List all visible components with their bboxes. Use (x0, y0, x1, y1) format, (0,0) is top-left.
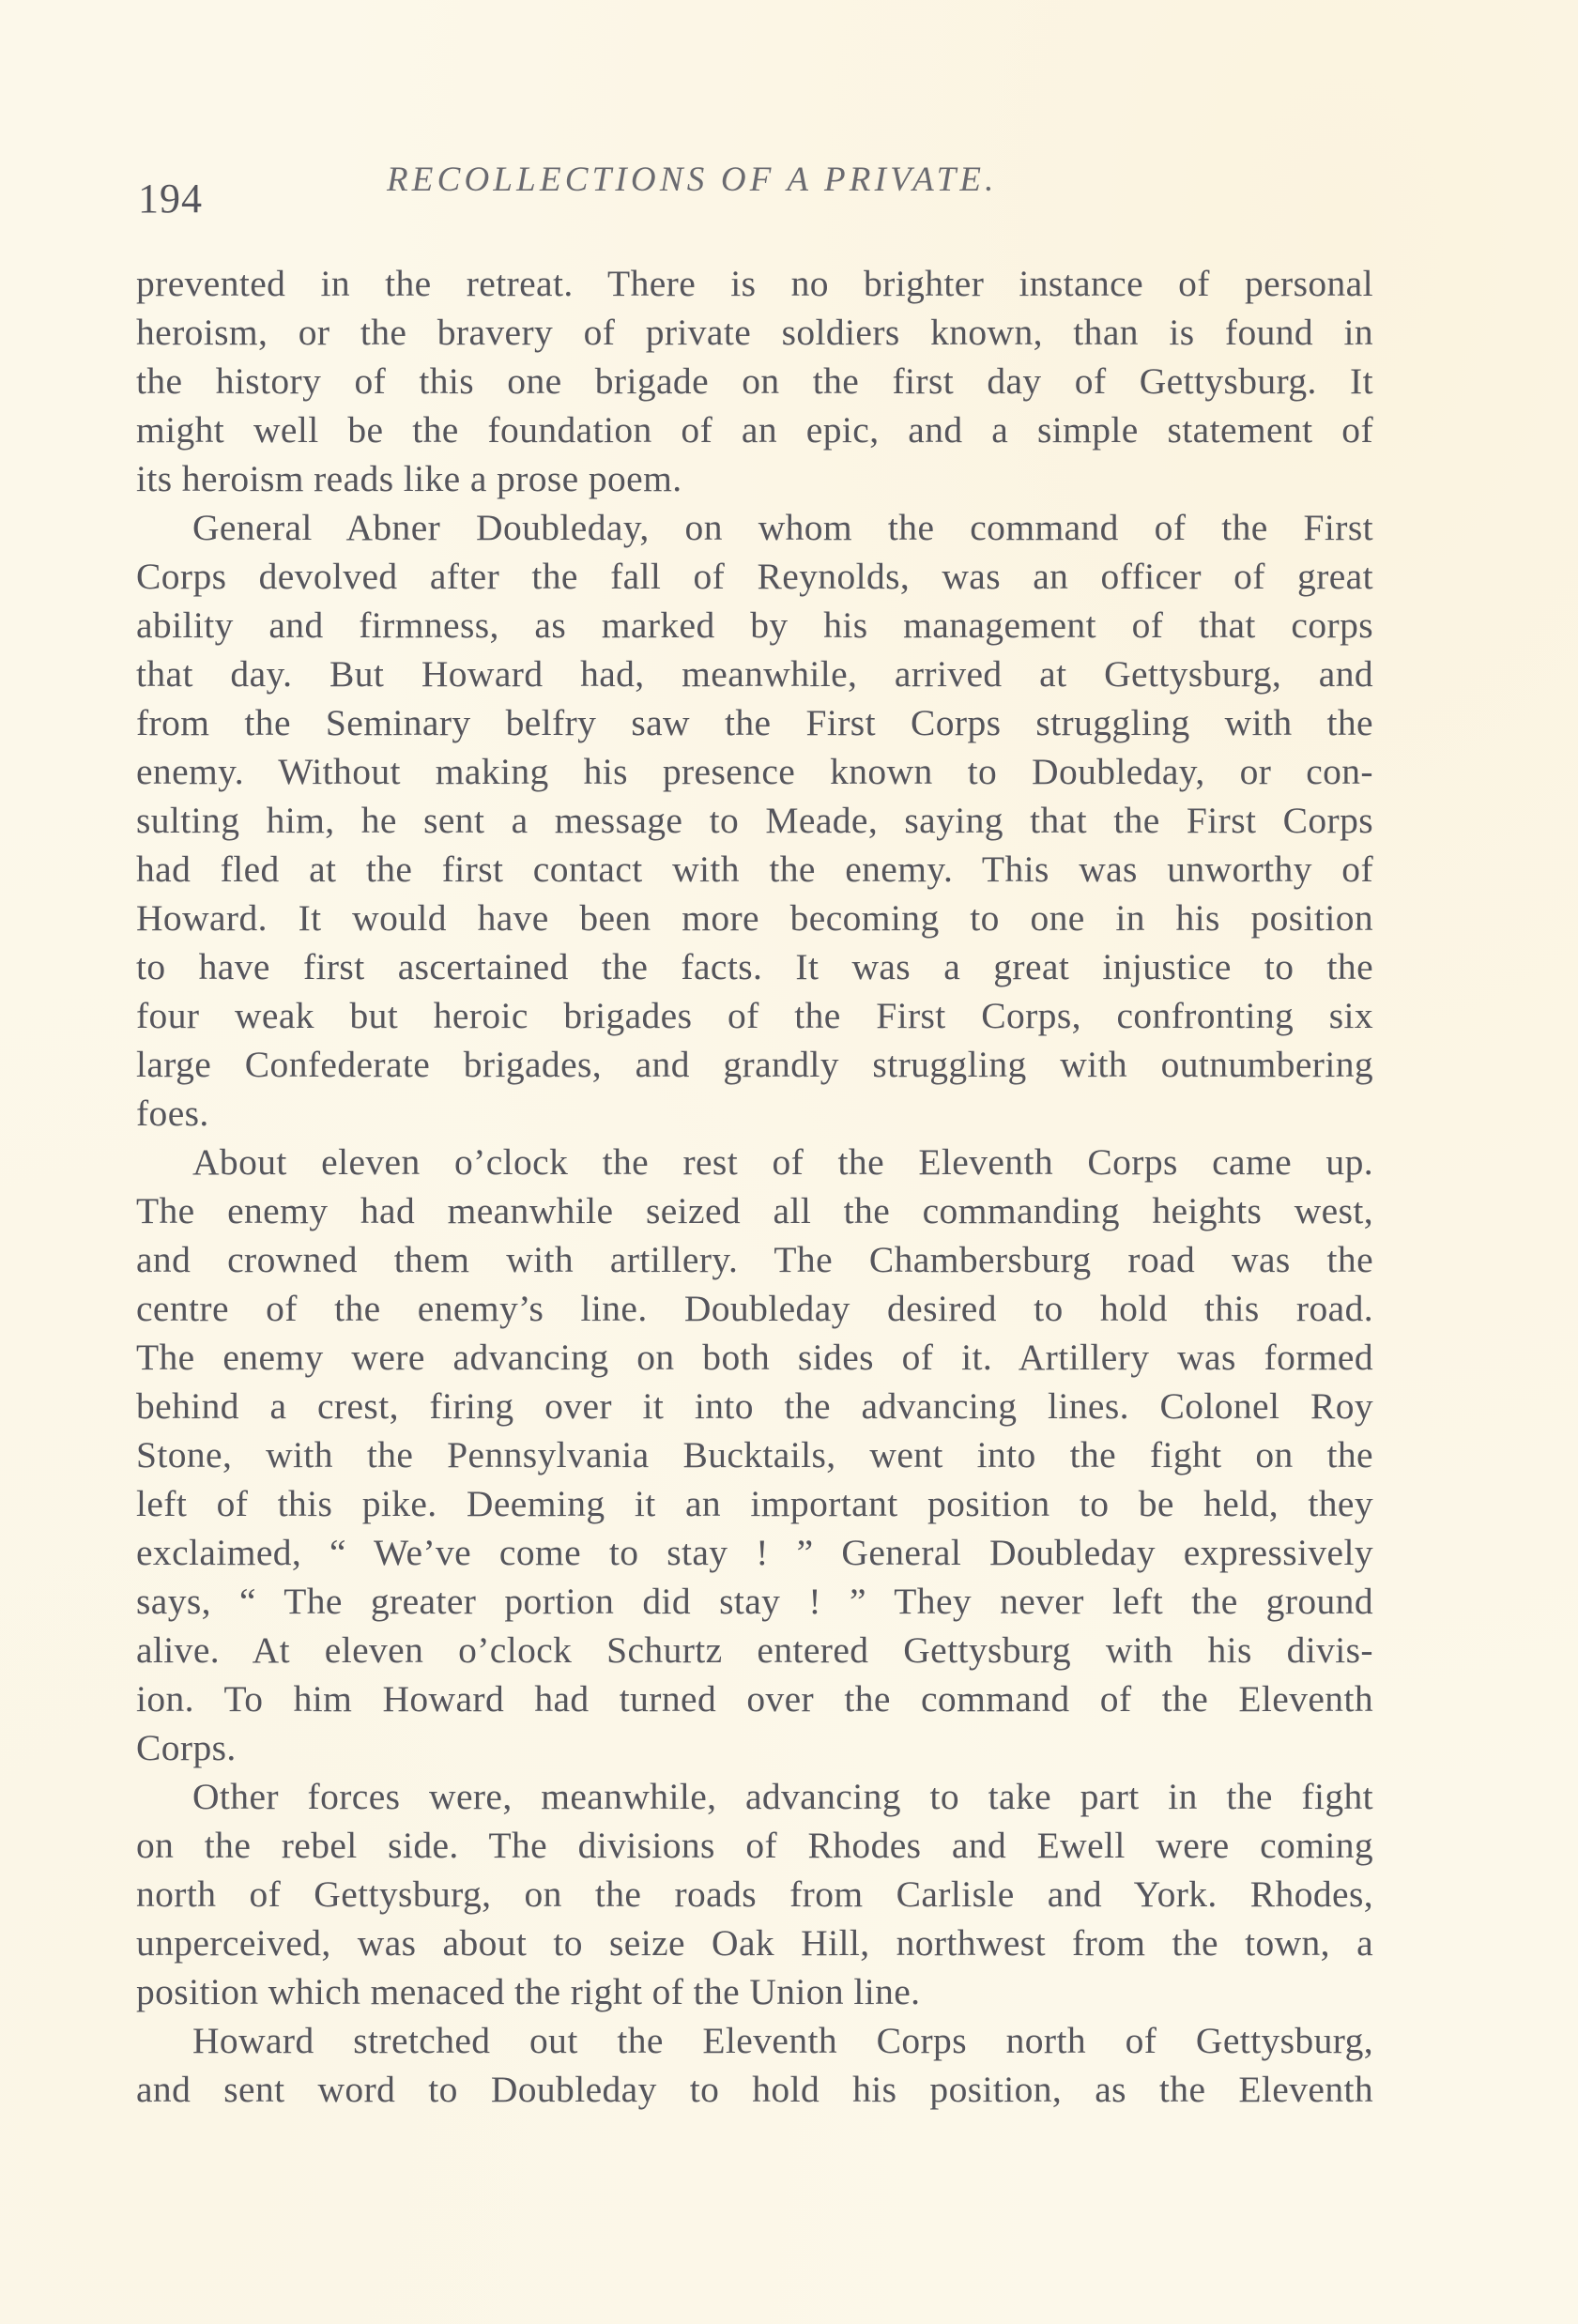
text-line: prevented in the retreat. There is no brighter instance of personal (136, 263, 1373, 304)
page-number: 194 (138, 176, 203, 222)
text-line: its heroism reads like a prose poem. (136, 458, 682, 499)
text-line: enemy. Without making his presence known to Doubleday, or con- (136, 751, 1373, 792)
text-line: had fled at the first contact with the enemy. This was unworthy of (136, 849, 1373, 890)
text-line: exclaimed, “ We’ve come to stay ! ” General Doubleday expressively (136, 1532, 1373, 1573)
text-line: foes. (136, 1093, 209, 1134)
paragraph-first-line: General Abner Doubleday, on whom the command of the First (192, 507, 1373, 548)
text-line: sulting him, he sent a message to Meade, saying that the First Corps (136, 800, 1373, 841)
paragraph-first-line: About eleven o’clock the rest of the Eleventh Corps came up. (192, 1141, 1373, 1183)
text-line: on the rebel side. The divisions of Rhodes and Ewell were coming (136, 1825, 1373, 1866)
text-line: that day. But Howard had, meanwhile, arrived at Gettysburg, and (136, 653, 1373, 695)
text-line: north of Gettysburg, on the roads from Carlisle and York. Rhodes, (136, 1873, 1373, 1915)
text-line: Corps devolved after the fall of Reynolds, was an officer of great (136, 556, 1373, 597)
running-head: RECOLLECTIONS OF A PRIVATE. (387, 161, 998, 199)
text-line: might well be the foundation of an epic, and a simple statement of (136, 409, 1373, 451)
text-line: ion. To him Howard had turned over the command of the Eleventh (136, 1678, 1373, 1720)
text-line: four weak but heroic brigades of the First Corps, confronting six (136, 995, 1373, 1036)
text-line: Corps. (136, 1727, 237, 1768)
text-line: large Confederate brigades, and grandly struggling with outnumbering (136, 1044, 1373, 1085)
body-text (136, 259, 1373, 2114)
text-line: and crowned them with artillery. The Chambersburg road was the (136, 1239, 1373, 1280)
text-line: The enemy were advancing on both sides of it. Artillery was formed (136, 1337, 1373, 1378)
text-line: and sent word to Doubleday to hold his position, as the Eleventh (136, 2069, 1373, 2110)
text-line: to have first ascertained the facts. It was a great injustice to the (136, 946, 1373, 987)
paragraph-first-line: Howard stretched out the Eleventh Corps north of Gettysburg, (192, 2020, 1373, 2061)
text-line: from the Seminary belfry saw the First Corps struggling with the (136, 702, 1373, 743)
text-line: the history of this one brigade on the first day of Gettysburg. It (136, 360, 1373, 402)
text-line: Howard. It would have been more becoming to one in his position (136, 897, 1373, 939)
text-line: unperceived, was about to seize Oak Hill, northwest from the town, a (136, 1922, 1373, 1964)
text-line: heroism, or the bravery of private soldiers known, than is found in (136, 312, 1373, 353)
text-line: The enemy had meanwhile seized all the commanding heights west, (136, 1190, 1373, 1231)
text-line: left of this pike. Deeming it an important position to be held, they (136, 1483, 1373, 1524)
text-line: centre of the enemy’s line. Doubleday desired to hold this road. (136, 1288, 1373, 1329)
text-line: ability and firmness, as marked by his management of that corps (136, 604, 1373, 646)
text-line: behind a crest, firing over it into the advancing lines. Colonel Roy (136, 1385, 1373, 1427)
text-line: position which menaced the right of the Union line. (136, 1971, 921, 2012)
text-line: alive. At eleven o’clock Schurtz entered Gettysburg with his divis- (136, 1629, 1373, 1671)
text-line: Stone, with the Pennsylvania Bucktails, went into the fight on the (136, 1434, 1373, 1475)
text-line: says, “ The greater portion did stay ! ” They never left the ground (136, 1581, 1373, 1622)
paragraph-first-line: Other forces were, meanwhile, advancing to take part in the fight (192, 1776, 1373, 1817)
